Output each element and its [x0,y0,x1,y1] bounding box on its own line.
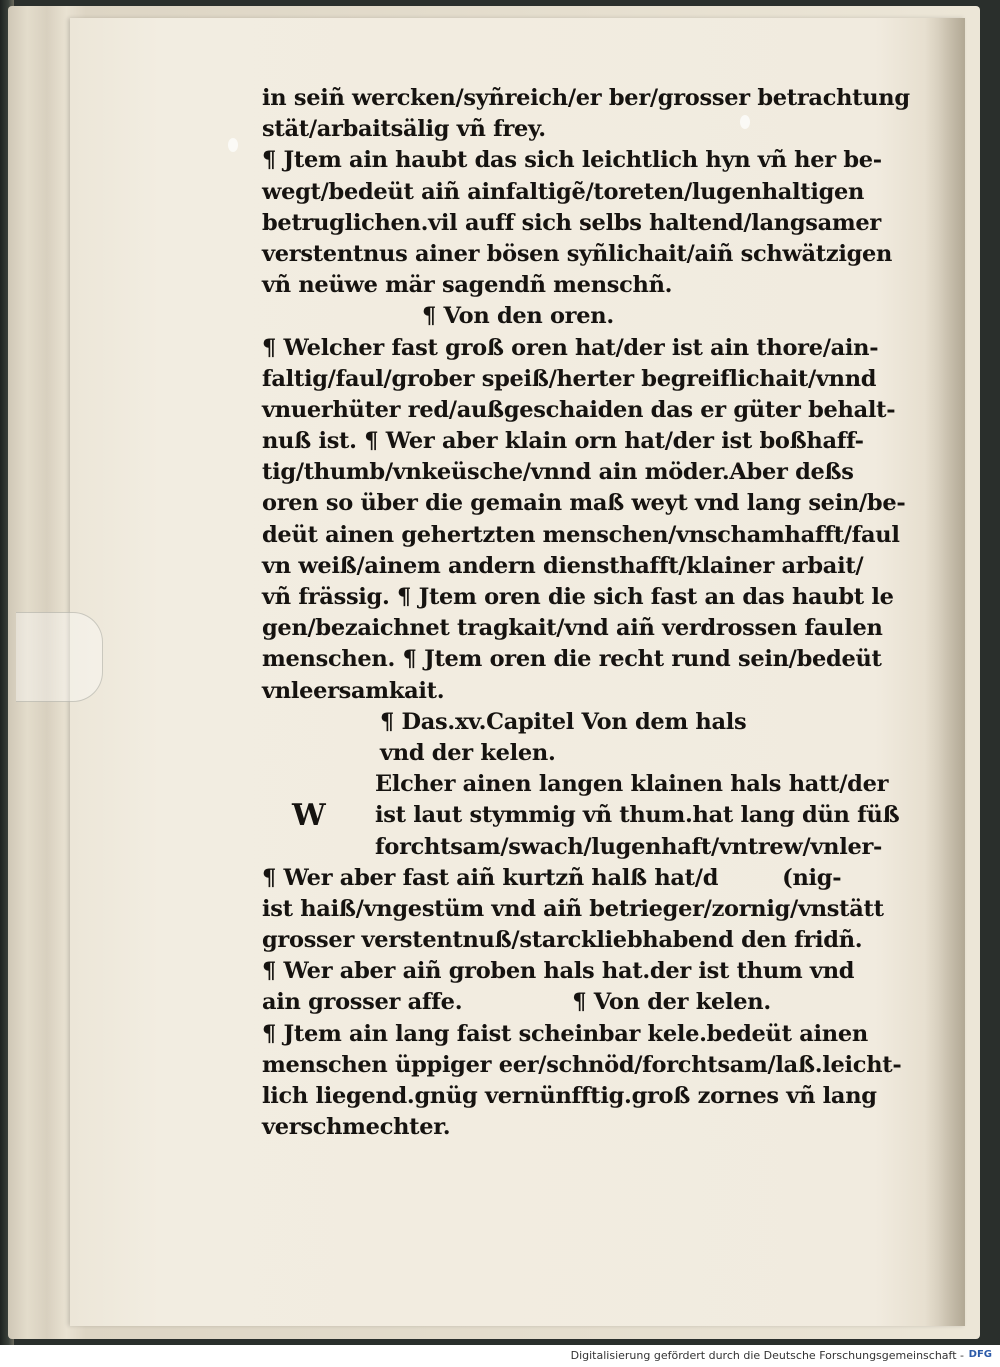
text-line: tig/thumb/vnkeüsche/vnnd ain möder.Aber deßs [262,459,854,486]
text-line: vnleersamkait. [262,677,445,704]
text-line: lich liegend.gnüg vernünfftig.groß zornes vñ lang [262,1083,877,1109]
text-line: ist laut stymmig vñ thum.hat lang dün füß [375,802,900,829]
section-heading: ¶ Von den oren. [422,303,614,330]
page-clip [16,612,103,702]
text-fragment: (nig- [782,864,842,891]
text-line: wegt/bedeüt aiñ ainfaltigẽ/toreten/lugenhaltigen [262,178,865,205]
text-line: verstentnus ainer bösen syñlichait/aiñ schwätzigen [262,240,893,267]
text-line: nuß ist. ¶ Wer aber klain orn hat/der ist boßhaff- [262,428,864,455]
text-line: betruglichen.vil auff sich selbs haltend/langsamer [262,209,881,236]
text-line [262,863,922,894]
text-line: gen/bezaichnet tragkait/vnd aiñ verdrossen faulen [262,615,883,642]
text-line: grosser verstentnuß/starckliebhabend den fridñ. [262,927,863,954]
text-line: vn weiß/ainem andern diensthafft/klainer arbait/ [262,552,864,579]
chapter-heading: ¶ Das.xv.Capitel Von dem hals [380,708,747,735]
text-line: verschmechter. [262,1114,451,1141]
gutter-shadow [925,18,965,1326]
text-line: Elcher ainen langen klainen hals hatt/der [375,771,889,798]
text-line: vñ frässig. ¶ Jtem oren die sich fast an das haubt le [262,584,894,610]
text-line: forchtsam/swach/lugenhaft/vntrew/vnler- [375,833,883,860]
text-line: deüt ainen gehertzten menschen/vnschamhafft/faul [262,521,900,548]
text-line: ¶ Jtem ain haubt das sich leichtlich hyn vñ her be- [262,147,882,174]
text-line: in seiñ wercken/syñreich/er ber/grosser betrachtung [262,85,910,111]
text-line: vnuerhüter red/außgeschaiden das er güter behalt- [262,396,896,423]
page-text [262,83,922,1143]
text-line: ist haiß/vngestüm vnd aiñ betrieger/zornig/vnstätt [262,895,884,922]
text-line [262,987,922,1018]
text-line: stät/arbaitsälig vñ frey. [262,116,546,143]
text-line: oren so über die gemain maß weyt vnd lang sein/be- [262,490,906,517]
section-heading: ¶ Von der kelen. [572,989,771,1016]
text-line: ¶ Welcher fast groß oren hat/der ist ain thore/ain- [262,334,879,361]
footer-bar [0,1345,1000,1367]
funding-credit: Digitalisierung gefördert durch die Deutsche Forschungsgemeinschaft - [570,1349,964,1362]
text-line: menschen üppiger eer/schnöd/forchtsam/laß.leicht- [262,1051,902,1078]
text-fragment: ain grosser affe. [262,989,463,1016]
text-line: faltig/faul/grober speiß/herter begreiflichait/vnnd [262,365,877,392]
text-line: ¶ Jtem ain lang faist scheinbar kele.bedeüt ainen [262,1020,868,1047]
text-line: vñ neüwe mär sagendñ menschñ. [262,272,673,299]
chapter-heading: vnd der kelen. [380,739,556,766]
drop-initial: W [292,798,326,834]
initial-paragraph [262,769,922,863]
text-line: menschen. ¶ Jtem oren die recht rund sein/bedeüt [262,646,882,673]
paper-hole [228,138,238,152]
text-fragment: ¶ Wer aber fast aiñ kurtzñ halß hat/d [262,864,719,891]
text-line: ¶ Wer aber aiñ groben hals hat.der ist thum vnd [262,958,855,985]
dfg-logo-icon: DFG [968,1349,992,1360]
